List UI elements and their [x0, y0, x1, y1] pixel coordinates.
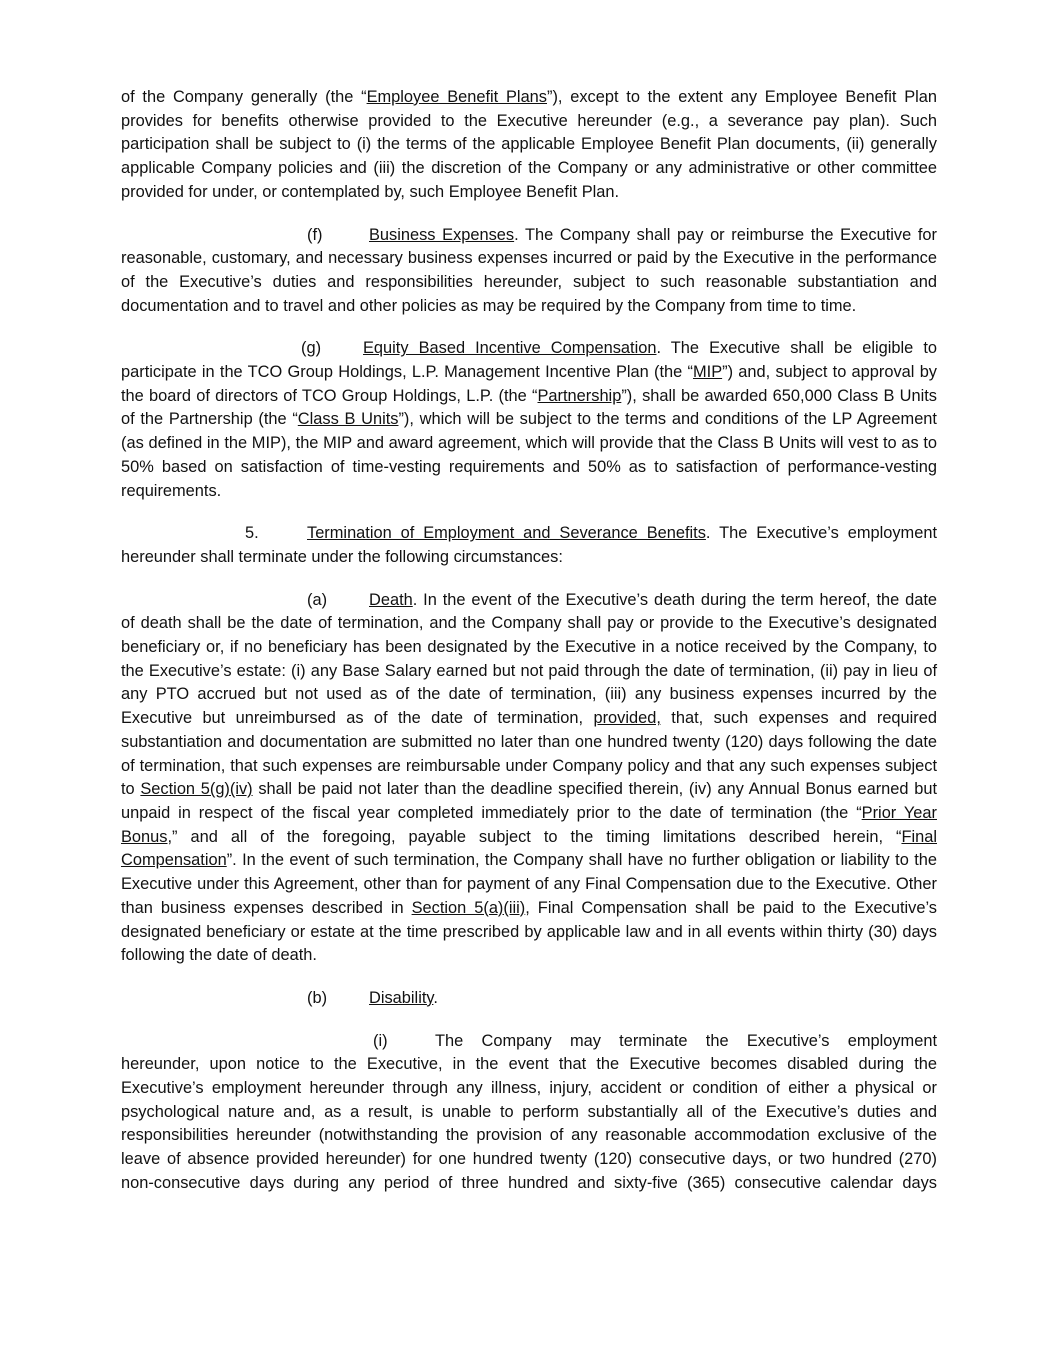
- section-number: (i): [373, 1031, 388, 1050]
- section-f-business-expenses: [121, 224, 937, 319]
- section-body: . The Executive’s employment hereunder shall terminate under the following circumstances:: [121, 524, 937, 566]
- defined-term-partnership: Partnership: [537, 386, 622, 405]
- text: that, such expenses and required substantiation and documentation are submitted no later than one hundred twenty (120) days following the date of termination, that such expenses are reimbursable under Company policy and that any such expenses subject to: [121, 709, 937, 799]
- defined-term-mip: MIP: [692, 363, 723, 382]
- text: .: [433, 988, 438, 1007]
- text: ”), shall be awarded 650,000 Class B Units of the Partnership (the “: [121, 386, 937, 429]
- document-page: [121, 86, 937, 1215]
- text: . The Executive shall be eligible to participate in the TCO Group Holdings, L.P. Management Incentive Plan (the “: [121, 339, 937, 382]
- section-heading: Equity Based Incentive Compensation: [363, 339, 657, 358]
- section-number: (f): [307, 225, 323, 244]
- section-5-termination: [121, 522, 937, 569]
- section-heading: Termination of Employment and Severance Benefits: [307, 524, 706, 543]
- section-heading: Death: [369, 590, 413, 609]
- section-number: 5.: [245, 524, 259, 543]
- section-a-death: [121, 589, 937, 968]
- section-g-equity-compensation: [121, 337, 937, 503]
- section-heading: Disability: [369, 988, 434, 1007]
- term-provided: provided,: [593, 709, 661, 728]
- text: . In the event of the Executive’s death during the term hereof, the date of death shall be the date of termination, and the Company shall pay or provide to the Executive’s designated beneficiary or, if no beneficiary has been designated by the Executive in a notice received by the Company, to the Executive’s estate: (i) any Base Salary earned but not paid through the date of termination, (ii) pay in lieu of any PTO accrued but not used as of the date of termination, (iii) any business expenses incurred by the Executive but unreimbursed as of the date of termination,: [121, 590, 937, 728]
- text: ”), which will be subject to the terms and conditions of the LP Agreement (as defined in the MIP), the MIP and award agreement, which will provide that the Class B Units will vest to as to 50% based on satisfaction of time-vesting requirements and 50% as to satisfaction of performance-vesting requirements.: [121, 410, 937, 500]
- section-number: (g): [301, 339, 322, 358]
- text: ”. In the event of such termination, the Company shall have no further obligation or liability to the Executive under this Agreement, other than for payment of any Final Compensation due to the Executive. Other than business expenses described in: [121, 851, 937, 917]
- section-b-disability: [121, 987, 937, 1011]
- section-body: . The Company shall pay or reimburse the Executive for reasonable, customary, and necessary business expenses incurred or paid by the Executive in the performance of the Executive’s duties and responsibilities hereunder, subject to such reasonable substantiation and documentation and to travel and other policies as may be required by the Company from time to time.: [121, 225, 938, 315]
- cross-reference-section-5g-iv: Section 5(g)(iv): [140, 780, 253, 799]
- defined-term-final-compensation: Final Compensation: [121, 827, 937, 870]
- paragraph-employee-benefit-plans: [121, 86, 937, 205]
- section-heading: Business Expenses: [369, 225, 515, 244]
- section-number: (a): [307, 590, 328, 609]
- section-number: (b): [307, 988, 328, 1007]
- text: , Final Compensation shall be paid to the Executive’s designated beneficiary or estate at the time prescribed by applicable law and in all events within thirty (30) days following the date of death.: [121, 898, 937, 965]
- defined-term-prior-year-bonus: Prior Year Bonus: [121, 803, 937, 846]
- defined-term-class-b-units: Class B Units: [297, 410, 399, 429]
- section-body: The Company may terminate the Executive’s employment hereunder, upon notice to the Executive, in the event that the Executive becomes disabled during the Executive’s employment hereunder through any illness, injury, accident or condition of either a physical or psychological nature and, as a result, is unable to perform substantially all of the Executive’s duties and responsibilities hereunder (notwithstanding the provision of any reasonable accommodation exclusive of the leave of absence provided hereunder) for one hundred twenty (120) consecutive days, or two hundred (270) non-consecutive days during any period of three hundred and sixty-five (365) consecutive calendar days: [121, 1031, 937, 1192]
- section-b-i-disability-termination: [121, 1030, 937, 1196]
- defined-term-employee-benefit-plans: Employee Benefit Plans: [366, 88, 547, 106]
- cross-reference-section-5a-iii: Section 5(a)(iii): [411, 898, 526, 917]
- text: ,” and all of the foregoing, payable subject to the timing limitations described herein, “: [167, 827, 902, 846]
- text: ”), except to the extent any Employee Benefit Plan provides for benefits otherwise provided to the Executive hereunder (e.g., a severance pay plan). Such participation shall be subject to (i) the terms of the applicable Employee Benefit Plan documents, (ii) generally applicable Company policies and (iii) the discretion of the Company or any administrative or other committee provided for under, or contemplated by, such Employee Benefit Plan.: [121, 88, 938, 201]
- text: of the Company generally (the “: [121, 88, 367, 106]
- text: shall be paid not later than the deadline specified therein, (iv) any Annual Bonus earned but unpaid in respect of the fiscal year completed immediately prior to the date of termination (the “: [121, 780, 938, 822]
- text: ”) and, subject to approval by the board of directors of TCO Group Holdings, L.P. (the “: [121, 363, 937, 405]
